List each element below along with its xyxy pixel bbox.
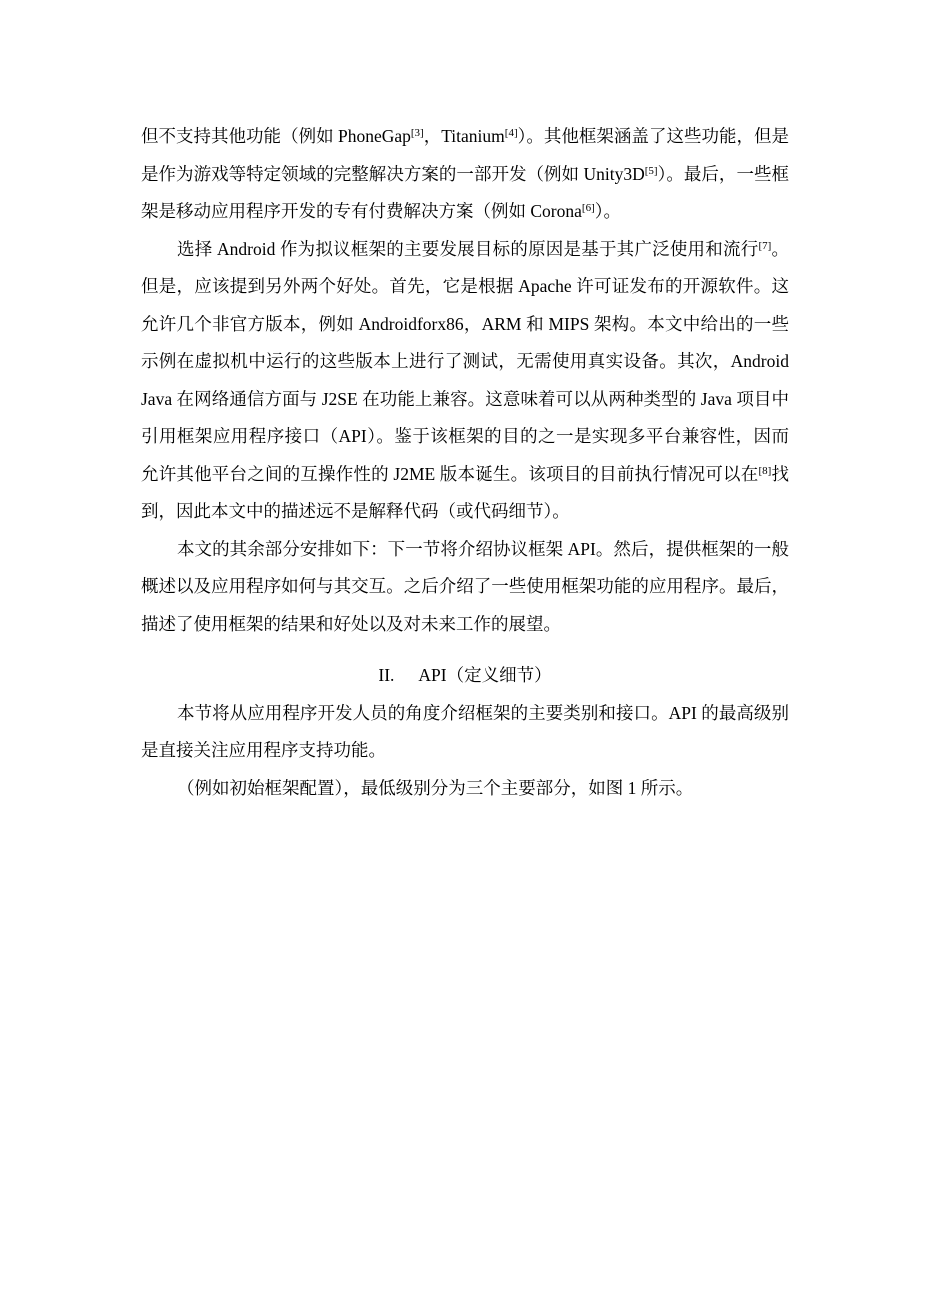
document-page	[141, 118, 789, 807]
section-title: API（定义细节）	[418, 665, 552, 685]
paragraph-frameworks	[141, 118, 789, 231]
paragraph-android	[141, 231, 789, 531]
paragraph-text: 找到，因此本文中的描述远不是解释代码（或代码细节）。	[141, 463, 789, 521]
paragraph-text: 选择 Android 作为拟议框架的主要发展目标的原因是基于其广泛使用和流行	[177, 238, 759, 259]
paragraph-text: ）。	[594, 201, 621, 221]
section-number: II.	[378, 665, 395, 685]
paragraph-outline: 本文的其余部分安排如下：下一节将介绍协议框架 API。然后，提供框架的一般概述以及应用程序如何与其交互。之后介绍了一些使用框架功能的应用程序。最后，描述了使用框架的结果和好处以及对未来工作的展望。	[141, 538, 789, 634]
paragraph-text: ）。最后，一些框架是移动应用程序开发的专有付费解决方案（例如 Corona	[141, 163, 789, 221]
citation-ref: [3]	[410, 127, 424, 139]
citation-ref: [4]	[504, 127, 518, 139]
paragraph-api-levels: （例如初始框架配置），最低级别分为三个主要部分，如图 1 所示。	[177, 777, 694, 798]
citation-ref: [6]	[581, 202, 595, 214]
citation-ref: [5]	[644, 164, 658, 177]
paragraph-text: ）。其他框架涵盖了这些功能，但是是作为游戏等特定领域的完整解决方案的一部开发（例如 Unity3D	[141, 126, 789, 184]
paragraph-text: 但不支持其他功能（例如 PhoneGap	[141, 126, 411, 146]
citation-ref: [8]	[758, 464, 772, 477]
paragraph-text: 。但是，应该提到另外两个好处。首先，它是根据 Apache 许可证发布的开源软件。这允许几个非官方版本，例如 Androidforx86，ARM 和 MIPS 架构。本文中给出的一些示例在虚拟机中运行的这些版本上进行了测试，无需使用真实设备。其次，Android Java 在网络通信方面与 J2SE 在功能上兼容。这意味着可以从两种类型的 Java 项目中引用框架应用程序接口（API）。鉴于该框架的目的之一是实现多平台兼容性，因而允许其他平台之间的互操作性的 J2ME 版本诞生。该项目的目前执行情况可以在	[141, 238, 790, 484]
paragraph-api-intro: 本节将从应用程序开发人员的角度介绍框架的主要类别和接口。API 的最高级别是直接关注应用程序支持功能。	[141, 702, 789, 760]
section-heading	[141, 657, 789, 695]
citation-ref: [7]	[758, 239, 772, 252]
paragraph-text: ，Titanium	[423, 126, 505, 146]
